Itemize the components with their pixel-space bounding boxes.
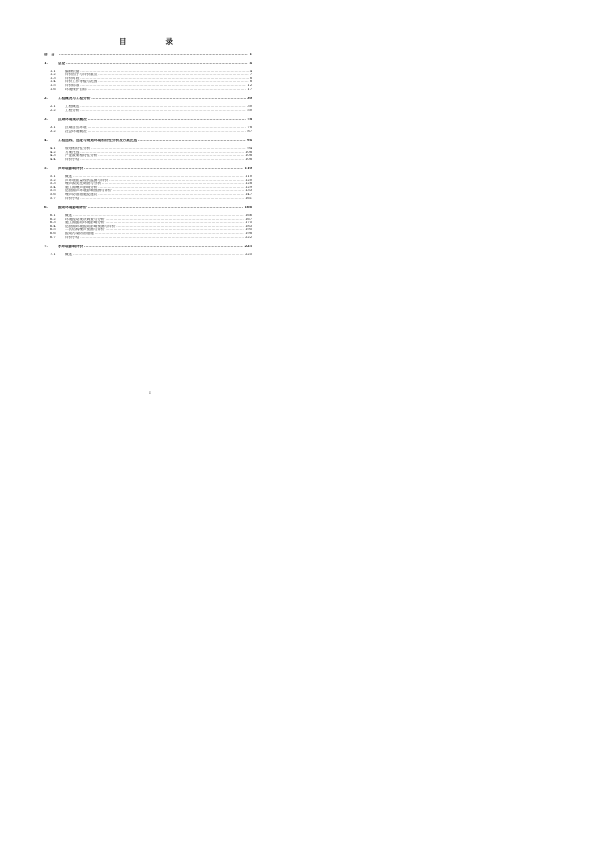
toc-chapter-entry[interactable]: [44, 118, 252, 122]
toc-entry-number: 1.6: [50, 87, 56, 91]
toc-chapter-entry[interactable]: [44, 139, 252, 143]
toc-entry-title: 运营期声环境影响预测与评价: [65, 189, 112, 193]
toc-entry-page: 108: [245, 157, 252, 161]
toc-entry-number: 4.1: [50, 146, 56, 150]
toc-entry-page: 175: [245, 221, 252, 225]
toc-entry-number: 7.: [44, 245, 48, 249]
toc-dot-leader: [80, 236, 244, 240]
toc-entry-number: 1.2: [50, 73, 56, 77]
toc-entry-page: 147: [245, 193, 252, 197]
toc-entry-title: 工程概况与工程分析: [58, 97, 91, 101]
toc-dot-leader: [80, 158, 244, 162]
toc-dot-leader: [88, 88, 247, 92]
toc-dot-leader: [138, 139, 246, 143]
toc-entry-title: 声环境质量现状监测与评价: [65, 178, 109, 182]
toc-entry-number: 2.: [44, 97, 48, 101]
toc-entry-title: 方案比选: [65, 150, 80, 154]
toc-entry-number: 2.1: [50, 104, 56, 108]
table-of-contents: [44, 53, 252, 257]
toc-entry-number: 2.2: [50, 108, 56, 112]
toc-entry-title: 概述: [65, 253, 73, 256]
toc-entry-number: 7.1: [50, 253, 56, 256]
toc-section-entry[interactable]: [44, 253, 252, 257]
toc-dot-leader: [80, 109, 246, 113]
toc-entry-page: 167: [245, 217, 252, 221]
toc-dot-leader: [80, 197, 244, 201]
toc-entry-title: 社会环境概况: [65, 129, 87, 133]
toc-entry-page: 4: [249, 61, 252, 65]
toc-entry-number: 3.: [44, 118, 48, 122]
toc-entry-page: 30: [246, 97, 252, 101]
toc-chapter-entry[interactable]: [44, 97, 252, 101]
toc-entry-page: 222: [245, 235, 252, 239]
toc-entry-title: 工程选线、选址与规划环境相符性分析及方案比选: [58, 139, 138, 143]
toc-entry-page: 133: [245, 189, 252, 193]
toc-entry-title: 运营期环境振动影响预测与评价: [65, 224, 116, 228]
toc-entry-title: 噪声防治措施及建议: [65, 193, 98, 197]
toc-entry-title: 区域自然环境: [65, 125, 87, 129]
toc-entry-number: 5.6: [50, 193, 56, 197]
toc-entry-page: 78: [247, 125, 252, 129]
toc-entry-page: 7: [249, 73, 252, 77]
toc-section-entry[interactable]: [44, 109, 252, 113]
toc-dot-leader: [66, 62, 248, 66]
toc-entry-title: 施工期噪声影响分析: [65, 185, 98, 189]
toc-section-entry[interactable]: [44, 88, 252, 92]
toc-dot-leader: [88, 130, 247, 134]
toc-entry-number: 1.4: [50, 80, 56, 84]
toc-entry-page: 108: [245, 150, 252, 154]
toc-entry-page: 30: [247, 104, 252, 108]
toc-entry-title: 施工期振动环境影响分析: [65, 221, 105, 225]
toc-chapter-entry[interactable]: [44, 53, 252, 57]
page-number: I: [149, 391, 151, 395]
toc-section-entry[interactable]: [44, 236, 252, 240]
toc-entry-number: 前 言: [44, 53, 55, 56]
toc-entry-title: 评价小结: [65, 157, 80, 161]
toc-entry-number: 6.6: [50, 232, 56, 236]
toc-entry-number: 3.1: [50, 125, 56, 129]
toc-entry-number: 6.3: [50, 221, 56, 225]
page-title: 目 录: [119, 37, 181, 46]
toc-entry-number: 6.2: [50, 217, 56, 221]
toc-dot-leader: [59, 53, 248, 57]
toc-entry-page: 94: [247, 146, 252, 150]
toc-entry-number: 6.5: [50, 228, 56, 232]
toc-entry-title: 规划相符性分析: [65, 146, 91, 150]
toc-entry-number: 4.3: [50, 154, 56, 158]
toc-chapter-entry[interactable]: [44, 62, 252, 66]
toc-entry-number: 6.1: [50, 214, 56, 218]
toc-entry-page: 129: [245, 185, 252, 189]
toc-entry-number: 1.5: [50, 83, 56, 87]
toc-entry-number: 1.: [44, 61, 48, 65]
toc-section-entry[interactable]: [44, 130, 252, 134]
toc-entry-page: 4: [249, 69, 252, 73]
toc-entry-page: 110: [244, 167, 252, 171]
toc-entry-number: 5.: [44, 167, 48, 171]
toc-entry-title: 编制依据: [65, 69, 80, 73]
toc-entry-title: 振动环境影响评价: [58, 206, 87, 210]
toc-entry-title: 评价因子与评价重点: [65, 73, 98, 77]
toc-entry-title: 概述: [65, 175, 73, 179]
toc-entry-number: 1.1: [50, 69, 56, 73]
toc-entry-title: 工程分析: [65, 108, 80, 112]
toc-entry-page: 12: [247, 83, 252, 87]
toc-dot-leader: [88, 206, 244, 210]
toc-section-entry[interactable]: [44, 158, 252, 162]
toc-entry-number: 6.4: [50, 224, 56, 228]
toc-entry-page: 198: [245, 232, 252, 236]
toc-entry-title: 总论: [58, 61, 66, 65]
toc-entry-title: 评价小结: [65, 235, 80, 239]
toc-entry-number: 3.2: [50, 129, 56, 133]
toc-entry-number: 4.4: [50, 157, 56, 161]
toc-chapter-entry[interactable]: [44, 167, 252, 171]
toc-entry-number: 5.2: [50, 178, 56, 182]
toc-dot-leader: [88, 118, 246, 122]
toc-entry-number: 5.4: [50, 185, 56, 189]
toc-entry-page: 166: [244, 206, 252, 210]
toc-entry-page: 110: [245, 175, 252, 179]
toc-section-entry[interactable]: [44, 197, 252, 201]
toc-entry-number: 5.1: [50, 175, 56, 179]
toc-entry-page: 161: [245, 196, 252, 200]
toc-entry-page: 8: [249, 80, 252, 84]
toc-dot-leader: [84, 245, 243, 249]
toc-entry-title: 评价时段: [65, 76, 80, 80]
toc-entry-number: 5.3: [50, 182, 56, 186]
toc-dot-leader: [84, 167, 243, 171]
toc-entry-page: 166: [245, 214, 252, 218]
toc-entry-title: 振动污染防治措施: [65, 232, 94, 236]
toc-dot-leader: [73, 253, 244, 257]
toc-entry-title: 环境振动现状调查与分析: [65, 217, 105, 221]
toc-entry-title: 评价小结: [65, 196, 80, 200]
toc-entry-title: 工程概述: [65, 104, 80, 108]
toc-entry-title: 产业政策相符性分析: [65, 154, 98, 158]
toc-chapter-entry[interactable]: [44, 206, 252, 210]
toc-entry-number: 5.5: [50, 189, 56, 193]
toc-entry-number: 5.7: [50, 196, 56, 200]
toc-entry-title: 评价工作等级与范围: [65, 80, 98, 84]
toc-entry-page: 183: [245, 224, 252, 228]
toc-entry-page: 94: [246, 139, 252, 143]
toc-entry-title: 噪声源类比调查与分析: [65, 182, 101, 186]
toc-entry-title: 声环境影响评价: [58, 167, 84, 171]
toc-entry-title: 二次结构噪声预测与评价: [65, 228, 105, 232]
toc-entry-page: 195: [245, 228, 252, 232]
toc-entry-page: 225: [244, 245, 252, 249]
toc-entry-number: 4.: [44, 139, 48, 143]
toc-chapter-entry[interactable]: [44, 245, 252, 249]
toc-entry-title: 区域环境现状概况: [58, 118, 87, 122]
toc-entry-number: 6.7: [50, 235, 56, 239]
toc-entry-page: 108: [245, 154, 252, 158]
toc-entry-title: 环境保护目标: [65, 87, 87, 91]
toc-entry-number: 1.3: [50, 76, 56, 80]
toc-dot-leader: [91, 97, 246, 101]
toc-entry-page: 78: [246, 118, 252, 122]
toc-entry-title: 概述: [65, 214, 73, 218]
toc-entry-page: 8: [249, 76, 252, 80]
toc-entry-page: 87: [247, 129, 252, 133]
toc-entry-page: 50: [247, 108, 252, 112]
toc-entry-title: 评价标准: [65, 83, 80, 87]
toc-entry-page: 128: [245, 182, 252, 186]
toc-entry-page: 120: [245, 178, 252, 182]
toc-entry-number: 4.2: [50, 150, 56, 154]
toc-entry-page: 225: [245, 253, 252, 256]
toc-entry-title: 水环境影响评价: [58, 245, 84, 249]
toc-entry-page: 17: [247, 87, 252, 91]
toc-entry-page: 1: [249, 53, 252, 56]
toc-entry-number: 6.: [44, 206, 48, 210]
